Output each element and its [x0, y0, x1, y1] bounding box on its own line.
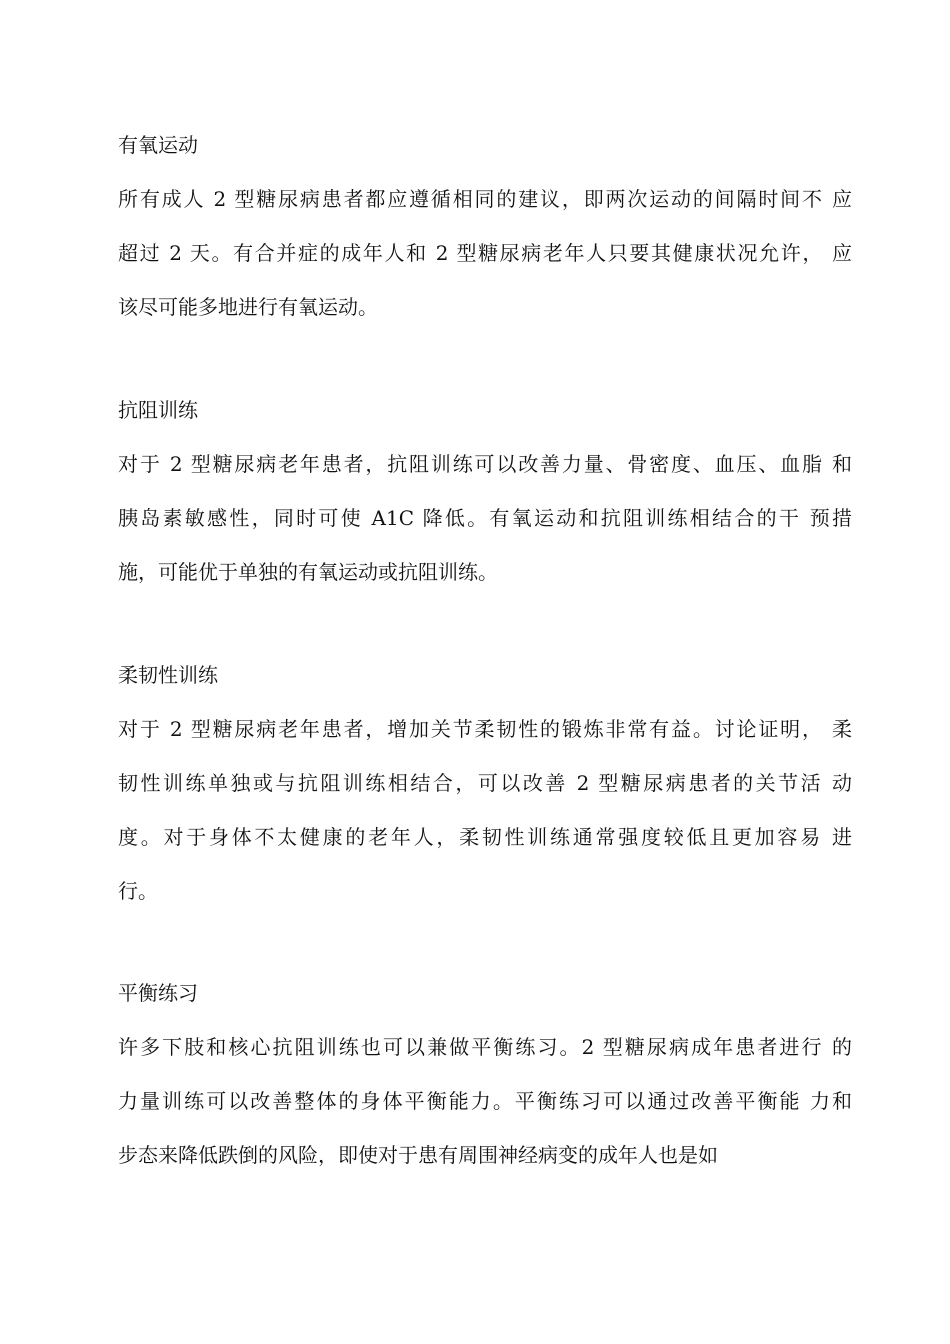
paragraph-line: 施，可能优于单独的有氧运动或抗阻训练。 — [118, 560, 498, 584]
paragraph-line: 步态来降低跌倒的风险，即使对于患有周围神经病变的成年人也是如 — [118, 1143, 718, 1167]
paragraph-line: 对于 2 型糖尿病老年患者，抗阻训练可以改善力量、骨密度、血压、血脂 和 — [118, 452, 852, 476]
paragraph-line: 胰岛素敏感性，同时可使 A1C 降低。有氧运动和抗阻训练相结合的干 预措 — [118, 506, 852, 530]
section-balance-exercise — [118, 978, 852, 1170]
section-heading: 有氧运动 — [118, 133, 198, 157]
paragraph-line: 超过 2 天。有合并症的成年人和 2 型糖尿病老年人只要其健康状况允许， 应 — [118, 241, 852, 265]
section-flexibility-training — [118, 660, 852, 906]
paragraph-line: 韧性训练单独或与抗阻训练相结合，可以改善 2 型糖尿病患者的关节活 动 — [118, 771, 852, 795]
paragraph-line: 所有成人 2 型糖尿病患者都应遵循相同的建议，即两次运动的间隔时间不 应 — [118, 187, 852, 211]
paragraph-line: 该尽可能多地进行有氧运动。 — [118, 295, 378, 319]
paragraph-line: 对于 2 型糖尿病老年患者，增加关节柔韧性的锻炼非常有益。讨论证明， 柔 — [118, 717, 852, 741]
section-aerobic-exercise — [118, 130, 852, 322]
paragraph-line: 力量训练可以改善整体的身体平衡能力。平衡练习可以通过改善平衡能 力和 — [118, 1089, 852, 1113]
section-resistance-training — [118, 395, 852, 587]
paragraph-line: 行。 — [118, 879, 158, 903]
paragraph-line: 许多下肢和核心抗阻训练也可以兼做平衡练习。2 型糖尿病成年患者进行 的 — [118, 1035, 852, 1059]
paragraph-line: 度。对于身体不太健康的老年人，柔韧性训练通常强度较低且更加容易 进 — [118, 825, 852, 849]
section-heading: 平衡练习 — [118, 981, 198, 1005]
section-heading: 抗阻训练 — [118, 398, 198, 422]
section-heading: 柔韧性训练 — [118, 663, 218, 687]
